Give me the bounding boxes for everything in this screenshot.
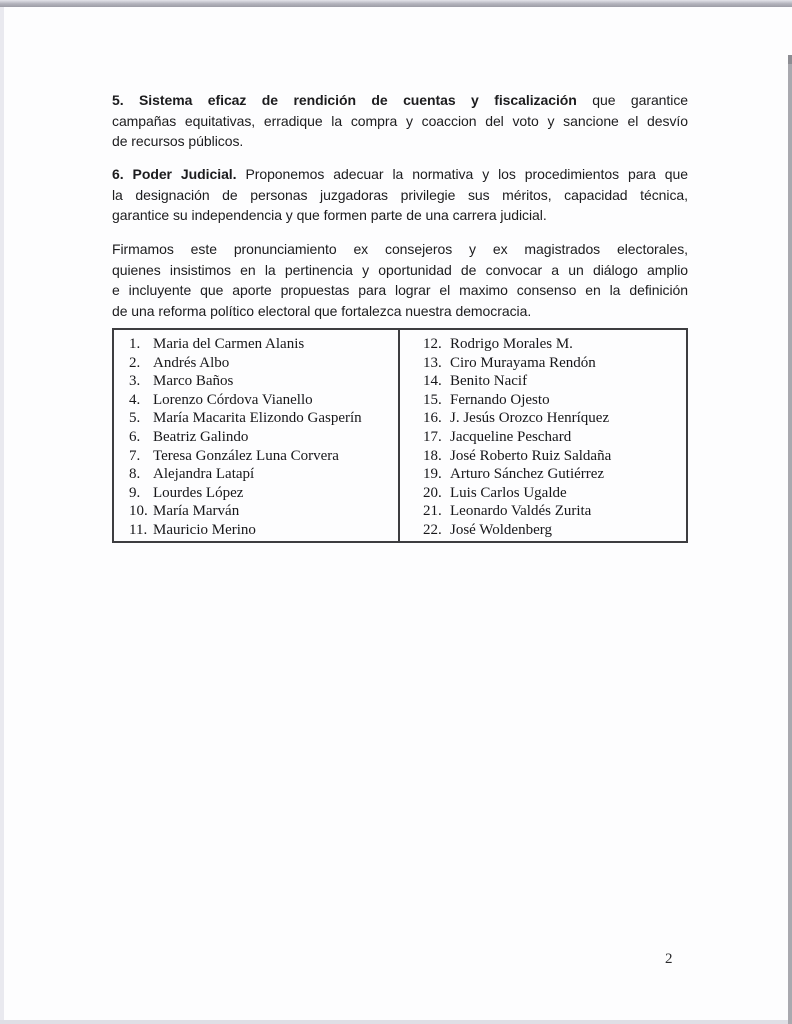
signer-name: Lorenzo Córdova Vianello [153,391,313,408]
signer-number: 18. [423,447,442,464]
signer-row [129,465,398,484]
paragraph-line: de una reforma político electoral que fortalezca nuestra democracia. [112,303,532,320]
signer-number: 17. [423,428,442,445]
signer-name: Marco Baños [153,373,234,390]
signer-row [129,372,398,391]
signer-number: 1. [129,336,141,352]
signer-row [129,335,398,354]
signer-name: Mauricio Merino [153,521,256,538]
paragraph-line: la designación de personas juzgadoras privilegie sus méritos, capacidad técnica, [112,186,688,203]
signer-name: Fernando Ojesto [450,391,550,408]
signer-row [423,409,686,428]
signer-number: 19. [423,466,442,483]
signer-number: 9. [129,484,141,501]
signer-name: Rodrigo Morales M. [450,336,573,352]
scan-edge-right [788,55,792,1024]
signer-name: Ciro Murayama Rendón [450,354,596,371]
signer-name: Lourdes López [153,484,244,501]
signer-name: Luis Carlos Ugalde [450,484,567,501]
signer-row [423,335,686,354]
signer-name: Arturo Sánchez Gutiérrez [450,466,605,483]
signer-name: Leonardo Valdés Zurita [450,503,592,520]
signer-name: José Woldenberg [450,521,552,538]
signer-number: 22. [423,521,442,538]
signer-number: 7. [129,447,141,464]
signers-column-right [400,330,686,541]
signer-name: Andrés Albo [153,354,230,371]
scan-edge-left [0,7,4,1024]
signer-number: 8. [129,466,141,483]
signer-number: 16. [423,410,442,427]
signer-row [129,447,398,466]
paragraph-line: quienes insistimos en la pertinencia y oportunidad de convocar a un diálogo amplio [112,261,688,278]
signer-name: Benito Nacif [450,373,528,390]
signers-column-left [114,330,400,541]
signer-number: 11. [129,521,148,538]
scan-edge-top [0,0,792,7]
signer-number: 14. [423,373,442,390]
signer-number: 6. [129,428,141,445]
signer-name: Jacqueline Peschard [450,428,572,445]
signer-number: 15. [423,391,442,408]
paragraph-line: 5. Sistema eficaz de rendición de cuentas y fiscalización que garantice [112,92,688,108]
signer-number: 4. [129,391,141,408]
paragraph-lead-bold: 5. Sistema eficaz de rendición de cuentas y fiscalización [112,92,577,108]
signer-number: 13. [423,354,442,371]
paragraph-line: Firmamos este pronunciamiento ex consejeros y ex magistrados electorales, [112,241,688,257]
signer-number: 2. [129,354,141,371]
signer-number: 20. [423,484,442,501]
paragraph-6-poder-judicial [112,164,688,226]
paragraph-line: de recursos públicos. [112,133,244,150]
signer-row [423,372,686,391]
signer-row [423,521,686,540]
signer-row [423,354,686,373]
signer-name: Beatriz Galindo [153,428,249,445]
signer-number: 3. [129,373,141,390]
signer-row [129,428,398,447]
paragraph-firmamos [112,239,688,322]
signer-number: 12. [423,336,442,352]
signer-row [129,502,398,521]
signer-name: María Macarita Elizondo Gasperín [153,410,362,427]
signer-row [129,409,398,428]
signer-row [423,465,686,484]
signer-name: Alejandra Latapí [153,466,255,483]
signer-name: María Marván [153,503,240,520]
signer-number: 5. [129,410,141,427]
signer-name: Teresa González Luna Corvera [153,447,339,464]
paragraph-5-rendicion-de-cuentas [112,90,688,152]
signer-row [129,521,398,540]
scan-edge-bottom [0,1020,788,1024]
signer-row [423,391,686,410]
signer-name: J. Jesús Orozco Henríquez [450,410,610,427]
signer-row [129,391,398,410]
paragraph-line: e incluyente que aporte propuestas para lograr el maximo consenso en la definición [112,282,688,299]
signer-row [129,354,398,373]
signer-number: 10. [129,503,148,520]
paragraph-line: campañas equitativas, erradique la compra y coaccion del voto y sancione el desvío [112,112,688,129]
paragraph-lead-bold: 6. Poder Judicial. [112,166,237,182]
signer-name: José Roberto Ruiz Saldaña [450,447,612,464]
paragraph-line: garantice su independencia y que formen parte de una carrera judicial. [112,207,547,224]
signer-row [423,502,686,521]
signer-row [423,428,686,447]
signer-number: 21. [423,503,442,520]
signer-row [129,484,398,503]
signers-table [112,328,688,543]
signer-row [423,484,686,503]
signer-row [423,447,686,466]
signer-name: Maria del Carmen Alanis [153,336,305,352]
page-number: 2 [665,951,673,967]
paragraph-line: 6. Poder Judicial. Proponemos adecuar la normativa y los procedimientos para que [112,166,688,182]
